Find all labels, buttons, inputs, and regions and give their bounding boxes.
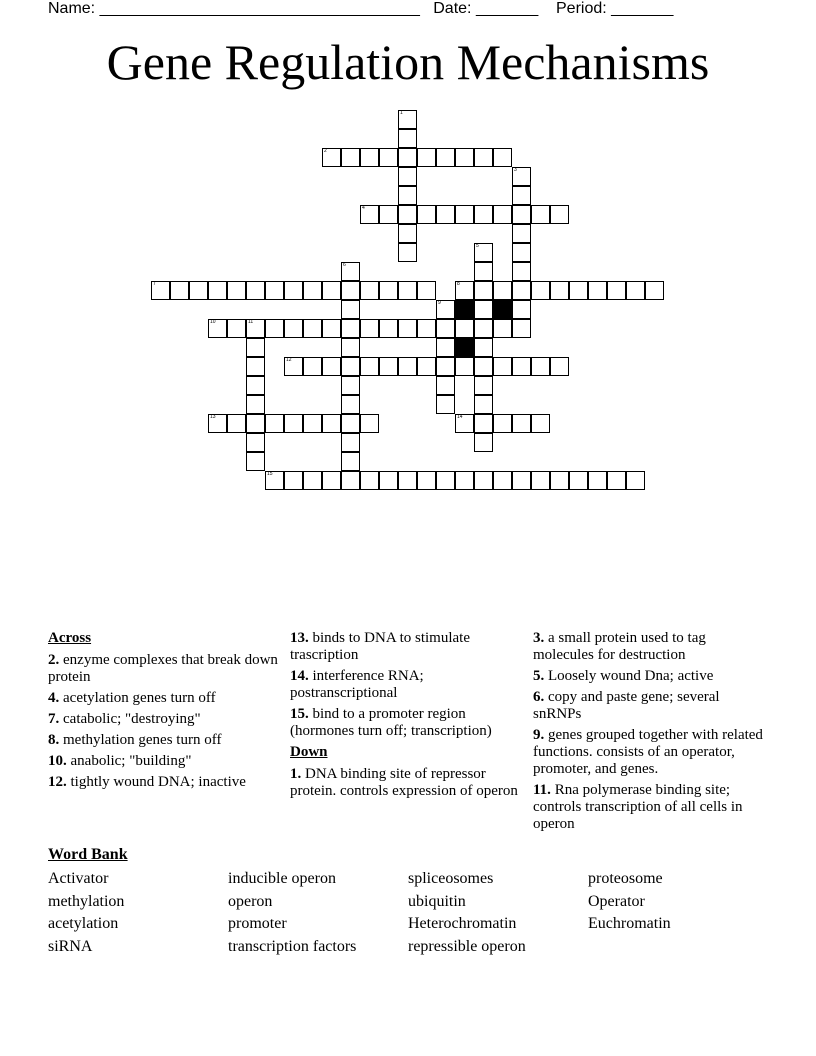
crossword-grid (0, 0, 816, 500)
grid-cell[interactable] (455, 205, 474, 224)
grid-cell[interactable] (341, 148, 360, 167)
grid-cell[interactable] (626, 281, 645, 300)
grid-cell[interactable] (531, 205, 550, 224)
grid-cell[interactable] (284, 471, 303, 490)
clue-number: 2 (324, 148, 327, 154)
clue-number: 10 (210, 319, 216, 325)
clues-column-1 (48, 630, 278, 795)
clue-text: bind to a promoter region (hormones turn off; transcription) (290, 706, 492, 739)
grid-cell[interactable] (398, 281, 417, 300)
grid-cell[interactable] (550, 205, 569, 224)
clue-item (290, 706, 525, 740)
clue-number: 9 (438, 300, 441, 306)
clues-column-2 (290, 630, 525, 804)
grid-cell[interactable] (379, 357, 398, 376)
grid-cell[interactable] (284, 281, 303, 300)
grid-cell[interactable] (341, 433, 360, 452)
clue-number: 6 (343, 262, 346, 268)
grid-cell[interactable] (341, 338, 360, 357)
clue-text: tightly wound DNA; inactive (70, 774, 246, 790)
grid-cell[interactable] (455, 281, 474, 300)
grid-cell[interactable] (379, 319, 398, 338)
grid-cell[interactable] (398, 357, 417, 376)
word-bank-item: promoter (228, 915, 287, 932)
clue-num: 14. (290, 668, 309, 684)
grid-cell[interactable] (436, 148, 455, 167)
grid-block (493, 300, 512, 319)
grid-cell[interactable] (379, 281, 398, 300)
grid-cell[interactable] (493, 205, 512, 224)
grid-cell[interactable] (246, 433, 265, 452)
grid-cell[interactable] (569, 281, 588, 300)
grid-cell[interactable] (303, 471, 322, 490)
grid-cell[interactable] (531, 357, 550, 376)
grid-cell[interactable] (360, 205, 379, 224)
clue-text: genes grouped together with related functions. consists of an operator, promoter, and genes. (533, 727, 763, 777)
grid-cell[interactable] (360, 471, 379, 490)
grid-cell[interactable] (493, 357, 512, 376)
grid-cell[interactable] (474, 433, 493, 452)
clue-number: 15 (267, 471, 273, 477)
grid-cell[interactable] (474, 148, 493, 167)
grid-cell[interactable] (398, 167, 417, 186)
clue-num: 11. (533, 782, 551, 798)
grid-cell[interactable] (227, 281, 246, 300)
clue-num: 6. (533, 689, 545, 705)
grid-cell[interactable] (474, 357, 493, 376)
grid-cell[interactable] (284, 319, 303, 338)
clue-item (48, 690, 278, 707)
grid-cell[interactable] (474, 319, 493, 338)
clue-text: interference RNA; postranscriptional (290, 668, 424, 701)
grid-cell[interactable] (208, 281, 227, 300)
grid-cell[interactable] (512, 414, 531, 433)
word-bank-item: Heterochromatin (408, 915, 517, 932)
clue-num: 12. (48, 774, 67, 790)
clue-num: 2. (48, 652, 60, 668)
grid-cell[interactable] (417, 319, 436, 338)
grid-cell[interactable] (398, 224, 417, 243)
grid-cell[interactable] (170, 281, 189, 300)
grid-cell[interactable] (493, 471, 512, 490)
grid-cell[interactable] (436, 205, 455, 224)
grid-cell[interactable] (455, 319, 474, 338)
grid-cell[interactable] (303, 357, 322, 376)
word-bank-item: Euchromatin (588, 915, 671, 932)
grid-cell[interactable] (417, 281, 436, 300)
grid-cell[interactable] (436, 338, 455, 357)
clue-text: Rna polymerase binding site; controls transcription of all cells in operon (533, 782, 743, 832)
grid-cell[interactable] (227, 319, 246, 338)
grid-cell[interactable] (246, 357, 265, 376)
grid-cell[interactable] (322, 414, 341, 433)
word-bank-item: repressible operon (408, 937, 526, 955)
grid-cell[interactable] (341, 300, 360, 319)
word-bank-item: ubiquitin (408, 892, 466, 910)
grid-cell[interactable] (360, 357, 379, 376)
clue-num: 3. (533, 630, 545, 646)
grid-cell[interactable] (417, 205, 436, 224)
grid-cell[interactable] (607, 471, 626, 490)
word-bank-item: operon (228, 892, 273, 910)
grid-cell[interactable] (417, 357, 436, 376)
grid-cell[interactable] (531, 281, 550, 300)
grid-cell[interactable] (455, 471, 474, 490)
clue-number: 5 (476, 243, 479, 249)
clue-num: 10. (48, 753, 67, 769)
word-bank (48, 868, 768, 957)
grid-cell[interactable] (322, 357, 341, 376)
clue-num: 4. (48, 690, 60, 706)
grid-cell[interactable] (246, 376, 265, 395)
grid-cell[interactable] (265, 281, 284, 300)
grid-cell[interactable] (398, 110, 417, 129)
clue-item (48, 774, 278, 791)
clue-text: methylation genes turn off (63, 732, 222, 748)
grid-cell[interactable] (474, 414, 493, 433)
grid-cell[interactable] (246, 281, 265, 300)
clue-num: 9. (533, 727, 545, 743)
grid-cell[interactable] (607, 281, 626, 300)
word-bank-item: inducible operon (228, 870, 336, 887)
grid-cell[interactable] (550, 357, 569, 376)
grid-cell[interactable] (322, 148, 341, 167)
grid-cell[interactable] (626, 471, 645, 490)
word-bank-item: Activator (48, 870, 109, 887)
clue-number: 14 (457, 414, 463, 420)
clue-item (48, 753, 278, 770)
clue-text: a small protein used to tag molecules for destruction (533, 630, 706, 663)
word-bank-item: siRNA (48, 937, 93, 955)
grid-cell[interactable] (474, 395, 493, 414)
grid-cell[interactable] (550, 281, 569, 300)
clue-number: 11 (248, 319, 254, 325)
grid-cell[interactable] (398, 129, 417, 148)
grid-cell[interactable] (512, 300, 531, 319)
grid-cell[interactable] (265, 319, 284, 338)
clue-item (290, 668, 525, 702)
grid-cell[interactable] (398, 148, 417, 167)
clues-column-3 (533, 630, 763, 837)
clue-num: 5. (533, 668, 545, 684)
grid-cell[interactable] (474, 376, 493, 395)
grid-cell[interactable] (474, 338, 493, 357)
clue-item (48, 711, 278, 728)
clue-text: copy and paste gene; several snRNPs (533, 689, 720, 722)
word-bank-item: methylation (48, 892, 125, 910)
grid-cell[interactable] (512, 205, 531, 224)
grid-cell[interactable] (246, 452, 265, 471)
clue-text: catabolic; "destroying" (63, 711, 201, 727)
grid-cell[interactable] (531, 414, 550, 433)
clue-item (290, 766, 525, 800)
clue-num: 8. (48, 732, 60, 748)
clue-number: 7 (153, 281, 156, 287)
clue-num: 13. (290, 630, 309, 646)
grid-cell[interactable] (341, 281, 360, 300)
clue-number: 3 (514, 167, 517, 173)
grid-cell[interactable] (512, 243, 531, 262)
grid-cell[interactable] (512, 319, 531, 338)
grid-cell[interactable] (341, 471, 360, 490)
grid-block (455, 300, 474, 319)
grid-cell[interactable] (208, 319, 227, 338)
grid-cell[interactable] (379, 205, 398, 224)
grid-cell[interactable] (474, 205, 493, 224)
grid-cell[interactable] (436, 319, 455, 338)
grid-cell[interactable] (455, 148, 474, 167)
grid-cell[interactable] (246, 414, 265, 433)
grid-cell[interactable] (341, 414, 360, 433)
grid-cell[interactable] (360, 148, 379, 167)
clue-item (533, 630, 763, 664)
grid-cell[interactable] (493, 148, 512, 167)
clue-number: 4 (362, 205, 365, 211)
header-fields: Name: ____________________________________ Date: _______ Period: _______ (48, 0, 674, 17)
clue-number: 13 (210, 414, 216, 420)
clue-number: 12 (286, 357, 292, 363)
grid-cell[interactable] (512, 357, 531, 376)
grid-cell[interactable] (360, 414, 379, 433)
page-title: Gene Regulation Mechanisms (106, 34, 710, 90)
grid-cell[interactable] (493, 414, 512, 433)
clue-item (48, 732, 278, 749)
clue-text: anabolic; "building" (70, 753, 192, 769)
grid-cell[interactable] (379, 471, 398, 490)
clue-item (533, 668, 763, 685)
grid-block (455, 338, 474, 357)
grid-cell[interactable] (436, 376, 455, 395)
clue-number: 1 (400, 110, 403, 116)
grid-cell[interactable] (645, 281, 664, 300)
grid-cell[interactable] (474, 471, 493, 490)
grid-cell[interactable] (322, 471, 341, 490)
grid-cell[interactable] (436, 471, 455, 490)
grid-cell[interactable] (398, 205, 417, 224)
clue-text: acetylation genes turn off (63, 690, 216, 706)
clue-item (533, 782, 763, 833)
grid-cell[interactable] (341, 452, 360, 471)
clue-item (48, 652, 278, 686)
grid-cell[interactable] (341, 395, 360, 414)
grid-cell[interactable] (360, 319, 379, 338)
grid-cell[interactable] (341, 262, 360, 281)
word-bank-item: transcription factors (228, 937, 357, 955)
clue-number: 8 (457, 281, 460, 287)
grid-cell[interactable] (512, 471, 531, 490)
grid-cell[interactable] (284, 414, 303, 433)
grid-cell[interactable] (246, 395, 265, 414)
grid-cell[interactable] (265, 414, 284, 433)
grid-cell[interactable] (208, 414, 227, 433)
grid-cell[interactable] (512, 167, 531, 186)
word-bank-item: Operator (588, 892, 645, 910)
grid-cell[interactable] (474, 300, 493, 319)
grid-cell[interactable] (493, 319, 512, 338)
grid-cell[interactable] (588, 471, 607, 490)
word-bank-item: acetylation (48, 915, 119, 932)
word-bank-item: spliceosomes (408, 870, 494, 887)
grid-cell[interactable] (322, 319, 341, 338)
clue-num: 15. (290, 706, 309, 722)
grid-cell[interactable] (474, 243, 493, 262)
grid-cell[interactable] (379, 148, 398, 167)
across-heading: Across (48, 630, 92, 646)
grid-cell[interactable] (455, 414, 474, 433)
grid-cell[interactable] (588, 281, 607, 300)
grid-cell[interactable] (455, 357, 474, 376)
grid-cell[interactable] (189, 281, 208, 300)
grid-cell[interactable] (341, 319, 360, 338)
clue-text: enzyme complexes that break down protein (48, 652, 278, 685)
word-bank-item: proteosome (588, 870, 663, 887)
grid-cell[interactable] (303, 414, 322, 433)
grid-cell[interactable] (512, 281, 531, 300)
grid-cell[interactable] (493, 281, 512, 300)
grid-cell[interactable] (436, 395, 455, 414)
grid-cell[interactable] (398, 319, 417, 338)
grid-cell[interactable] (151, 281, 170, 300)
grid-cell[interactable] (303, 281, 322, 300)
grid-cell[interactable] (398, 471, 417, 490)
grid-cell[interactable] (360, 281, 379, 300)
grid-cell[interactable] (284, 357, 303, 376)
grid-cell[interactable] (436, 300, 455, 319)
clue-num: 1. (290, 766, 302, 782)
grid-cell[interactable] (246, 319, 265, 338)
grid-cell[interactable] (531, 471, 550, 490)
clue-item (533, 727, 763, 778)
grid-cell[interactable] (569, 471, 588, 490)
grid-cell[interactable] (265, 471, 284, 490)
grid-cell[interactable] (512, 186, 531, 205)
grid-cell[interactable] (341, 376, 360, 395)
grid-cell[interactable] (417, 471, 436, 490)
clue-text: binds to DNA to stimulate trascription (290, 630, 470, 663)
clue-text: DNA binding site of repressor protein. controls expression of operon (290, 766, 518, 799)
grid-cell[interactable] (512, 262, 531, 281)
grid-cell[interactable] (474, 281, 493, 300)
clue-item (533, 689, 763, 723)
grid-cell[interactable] (550, 471, 569, 490)
grid-cell[interactable] (512, 224, 531, 243)
grid-cell[interactable] (322, 281, 341, 300)
clue-item (290, 630, 525, 664)
word-bank-title: Word Bank (48, 846, 128, 863)
clue-text: Loosely wound Dna; active (548, 668, 714, 684)
down-heading: Down (290, 744, 328, 760)
grid-cell[interactable] (341, 357, 360, 376)
clue-num: 7. (48, 711, 60, 727)
grid-cell[interactable] (436, 357, 455, 376)
grid-cell[interactable] (398, 186, 417, 205)
grid-cell[interactable] (303, 319, 322, 338)
grid-cell[interactable] (246, 338, 265, 357)
grid-cell[interactable] (417, 148, 436, 167)
grid-cell[interactable] (398, 243, 417, 262)
grid-cell[interactable] (227, 414, 246, 433)
grid-cell[interactable] (474, 262, 493, 281)
